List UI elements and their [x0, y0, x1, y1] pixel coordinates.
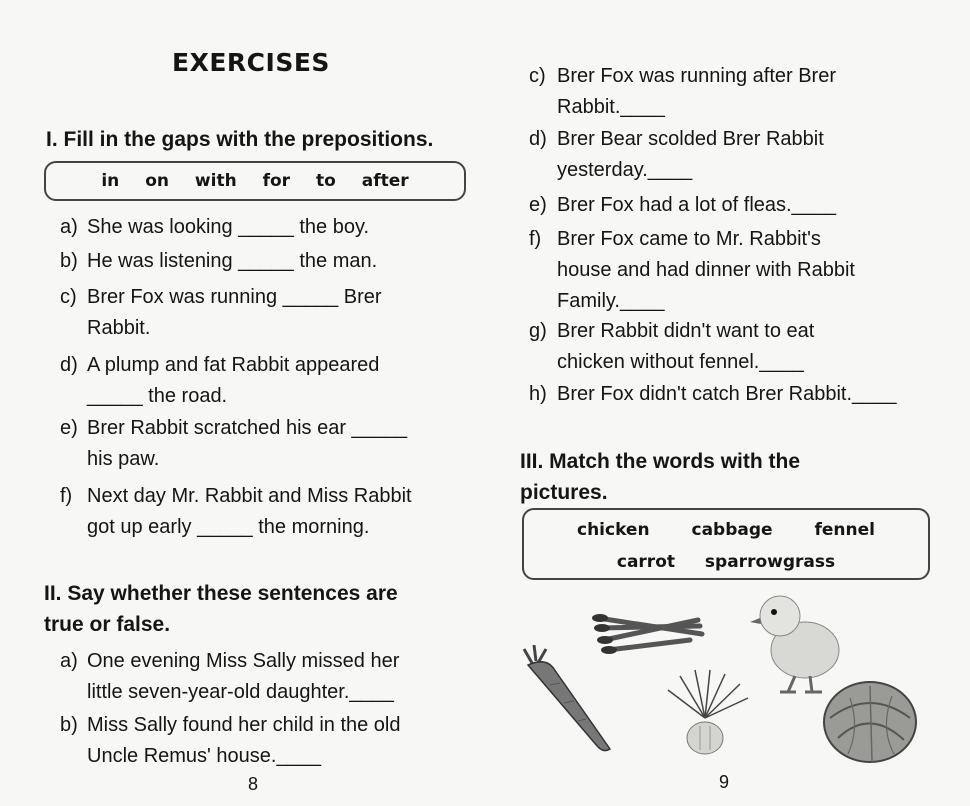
- list-item: [60, 710, 480, 772]
- item-text: Brer Fox was running after Brer: [557, 65, 836, 87]
- item-text-cont: _____ the road.: [87, 385, 228, 407]
- item-text-cont: got up early _____ the morning.: [87, 516, 370, 538]
- item-text: Brer Rabbit didn't want to eat: [557, 320, 815, 342]
- item-label: c): [529, 65, 546, 87]
- right-page: [485, 0, 970, 806]
- item-label: b): [60, 714, 78, 736]
- item-text: Brer Rabbit scratched his ear _____: [87, 417, 408, 439]
- item-label: f): [529, 228, 542, 250]
- item-label: d): [60, 354, 78, 376]
- item-text: Next day Mr. Rabbit and Miss Rabbit: [87, 485, 412, 507]
- item-text: Miss Sally found her child in the old: [87, 714, 401, 736]
- list-item: [529, 61, 949, 123]
- words-row-2: [524, 546, 928, 578]
- item-text: Brer Fox was running _____ Brer: [87, 286, 382, 308]
- item-text: Brer Fox came to Mr. Rabbit's: [557, 228, 821, 250]
- item-label: a): [60, 650, 78, 672]
- list-item: [60, 212, 470, 243]
- page-title: EXERCISES: [172, 48, 330, 77]
- section-2-title-line1: II. Say whether these sentences are: [44, 582, 398, 605]
- word-after: after: [361, 171, 409, 191]
- item-text-cont: little seven-year-old daughter.____: [87, 681, 394, 703]
- words-row-1: [524, 514, 928, 546]
- list-item: [529, 124, 949, 186]
- list-item: [60, 282, 470, 344]
- item-text-cont: yesterday.____: [557, 159, 693, 181]
- word-fennel: fennel: [814, 520, 875, 540]
- word-chicken: chicken: [577, 520, 650, 540]
- item-text-cont: house and had dinner with Rabbit: [557, 259, 855, 281]
- item-label: c): [60, 286, 77, 308]
- item-label: a): [60, 216, 78, 238]
- list-item: [529, 224, 949, 317]
- item-text-cont: chicken without fennel.____: [557, 351, 804, 373]
- item-label: g): [529, 320, 547, 342]
- word-with: with: [194, 171, 237, 191]
- word-on: on: [145, 171, 169, 191]
- word-in: in: [101, 171, 120, 191]
- item-label: e): [529, 194, 547, 216]
- word-to: to: [316, 171, 336, 191]
- item-text: Brer Fox had a lot of fleas.____: [557, 194, 837, 216]
- list-item: [529, 190, 949, 221]
- item-text: He was listening _____ the man.: [87, 250, 378, 272]
- section-3-title: [520, 446, 800, 508]
- word-sparrowgrass: sparrowgrass: [704, 552, 836, 572]
- item-text: Brer Fox didn't catch Brer Rabbit.____: [557, 383, 897, 405]
- list-item: [60, 246, 470, 277]
- word-for: for: [262, 171, 291, 191]
- list-item: [60, 413, 470, 475]
- item-label: d): [529, 128, 547, 150]
- page-number: 9: [719, 772, 730, 792]
- list-item: [529, 316, 949, 378]
- word-carrot: carrot: [616, 552, 675, 572]
- list-item: [60, 646, 480, 708]
- cabbage-picture: [820, 678, 920, 766]
- item-label: h): [529, 383, 547, 405]
- item-label: b): [60, 250, 78, 272]
- list-item: [529, 379, 959, 410]
- item-text: A plump and fat Rabbit appeared: [87, 354, 380, 376]
- item-text: She was looking _____ the boy.: [87, 216, 370, 238]
- list-item: [60, 350, 470, 412]
- words-box: [522, 508, 930, 580]
- item-text-cont: Rabbit.____: [557, 96, 665, 118]
- item-text-cont: Uncle Remus' house.____: [87, 745, 321, 767]
- carrot-picture: [520, 645, 615, 755]
- item-text-cont: Family.____: [557, 290, 665, 312]
- section-3-title-line2: pictures.: [520, 481, 608, 504]
- item-text-cont: his paw.: [87, 448, 160, 470]
- page-number: 8: [248, 774, 259, 794]
- item-label: e): [60, 417, 78, 439]
- word-cabbage: cabbage: [691, 520, 773, 540]
- fennel-picture: [660, 668, 750, 758]
- section-3-title-line1: III. Match the words with the: [520, 450, 801, 473]
- section-1-title: I. Fill in the gaps with the prepositions.: [46, 128, 434, 151]
- prepositions-box: [44, 161, 466, 201]
- item-text: Brer Bear scolded Brer Rabbit: [557, 128, 824, 150]
- item-label: f): [60, 485, 73, 507]
- section-2-title: [44, 578, 398, 640]
- item-text-cont: Rabbit.: [87, 317, 151, 339]
- section-2-title-line2: true or false.: [44, 613, 171, 636]
- list-item: [60, 481, 480, 543]
- item-text: One evening Miss Sally missed her: [87, 650, 400, 672]
